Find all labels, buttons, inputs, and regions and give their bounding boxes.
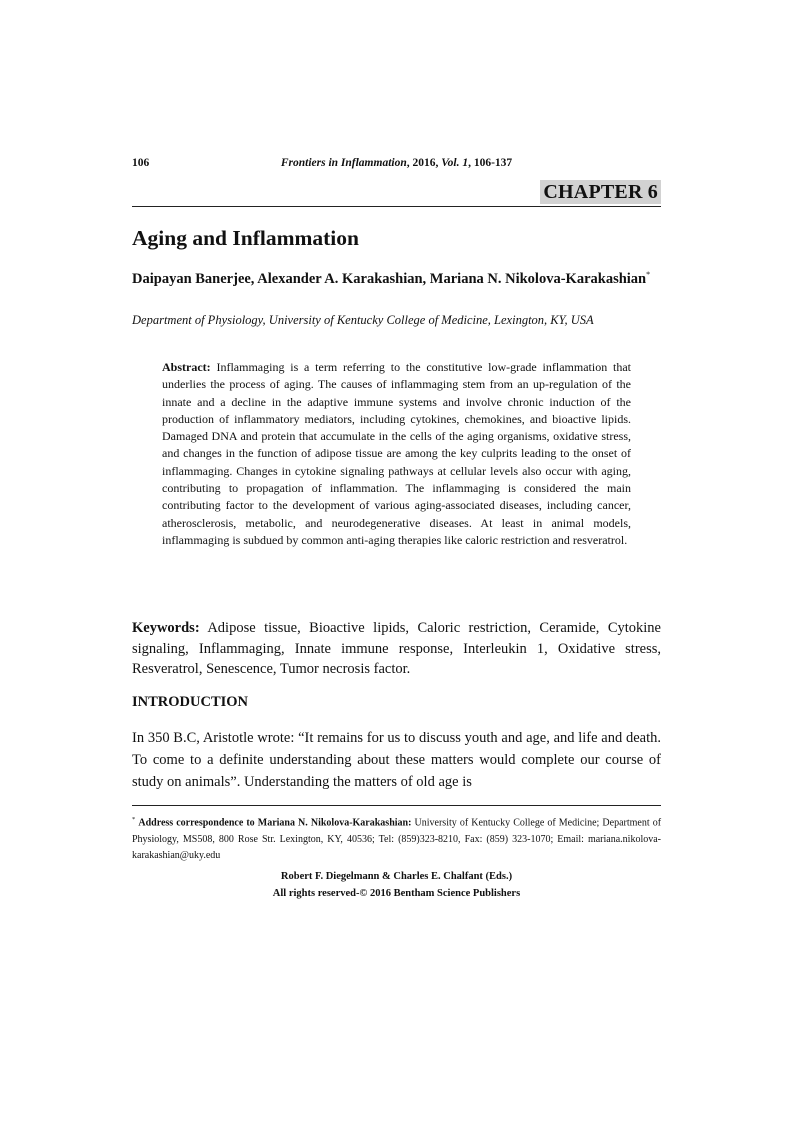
keywords	[132, 618, 661, 680]
footnote-mark: *	[132, 816, 136, 823]
footnote-text: University of Kentucky College of Medicine; Department of Physiology, MS508, 800 Rose Str. Lexington, KY, 40536; Tel: (859)323-8210, Fax: (859) 323-1070; Email: mariana.nikolova-karakashian@uky.edu	[132, 817, 662, 862]
section-heading-introduction: INTRODUCTION	[132, 694, 249, 710]
journal-citation	[132, 157, 661, 169]
corresponding-mark: *	[646, 270, 651, 279]
correspondence-footnote	[132, 812, 661, 865]
author-list	[132, 265, 661, 289]
affiliation: Department of Physiology, University of Kentucky College of Medicine, Lexington, KY, USA	[132, 313, 594, 327]
abstract-label: Abstract:	[162, 360, 211, 374]
footnote-label: Address correspondence to Mariana N. Nikolova-Karakashian:	[138, 817, 412, 829]
journal-pages: , 106-137	[468, 157, 513, 169]
journal-name: Frontiers in Inflammation	[280, 157, 407, 169]
abstract	[162, 359, 631, 549]
keywords-label: Keywords:	[132, 620, 200, 636]
journal-year: , 2016,	[406, 157, 442, 169]
page-number: 106	[132, 157, 150, 169]
journal-volume: Vol. 1	[441, 157, 469, 169]
chapter-label: CHAPTER 6	[540, 180, 661, 204]
copyright-line: All rights reserved-© 2016 Bentham Science Publishers	[272, 888, 521, 899]
author-names: Daipayan Banerjee, Alexander A. Karakashian, Mariana N. Nikolova-Karakashian	[132, 270, 647, 287]
chapter-header	[132, 180, 661, 207]
abstract-text: Inflammaging is a term referring to the constitutive low-grade inflammation that underlies the process of aging. The causes of inflammaging stem from an up-regulation of the innate and a decline in the adaptive immune systems and involve chronic induction of the production of inflammatory mediators, including cytokines, chemokines, and bioactive lipids. Damaged DNA and protein that accumulate in the cells of the aging organisms, oxidative stress, and changes in the function of adipose tissue are among the key culprits leading to the onset of inflammaging. Changes in cytokine signaling pathways at cellular levels also occur with aging, contributing to propagation of inflammation. The inflammaging is considered the main contributing factor to the development of various aging-associated diseases, including cancer, atherosclerosis, metabolic, and neurodegenerative diseases. At least in animal models, inflammaging is subdued by common anti-aging therapies like caloric restriction and resveratrol.	[162, 360, 632, 547]
keywords-text: Adipose tissue, Bioactive lipids, Caloric restriction, Ceramide, Cytokine signaling, Inflammaging, Innate immune response, Interleukin 1, Oxidative stress, Resveratrol, Senescence, Tumor necrosis factor.	[132, 620, 661, 677]
running-head	[132, 157, 661, 173]
footnote-divider	[132, 805, 661, 806]
introduction-paragraph: In 350 B.C, Aristotle wrote: “It remains for us to discuss youth and age, and life and death. To come to a definite understanding about these matters would complete our course of study on animals”. Understanding the matters of old age is	[132, 730, 661, 790]
editors-block	[132, 868, 661, 902]
editors-line: Robert F. Diegelmann & Charles E. Chalfant (Eds.)	[280, 871, 513, 882]
chapter-title: Aging and Inflammation	[132, 226, 359, 250]
